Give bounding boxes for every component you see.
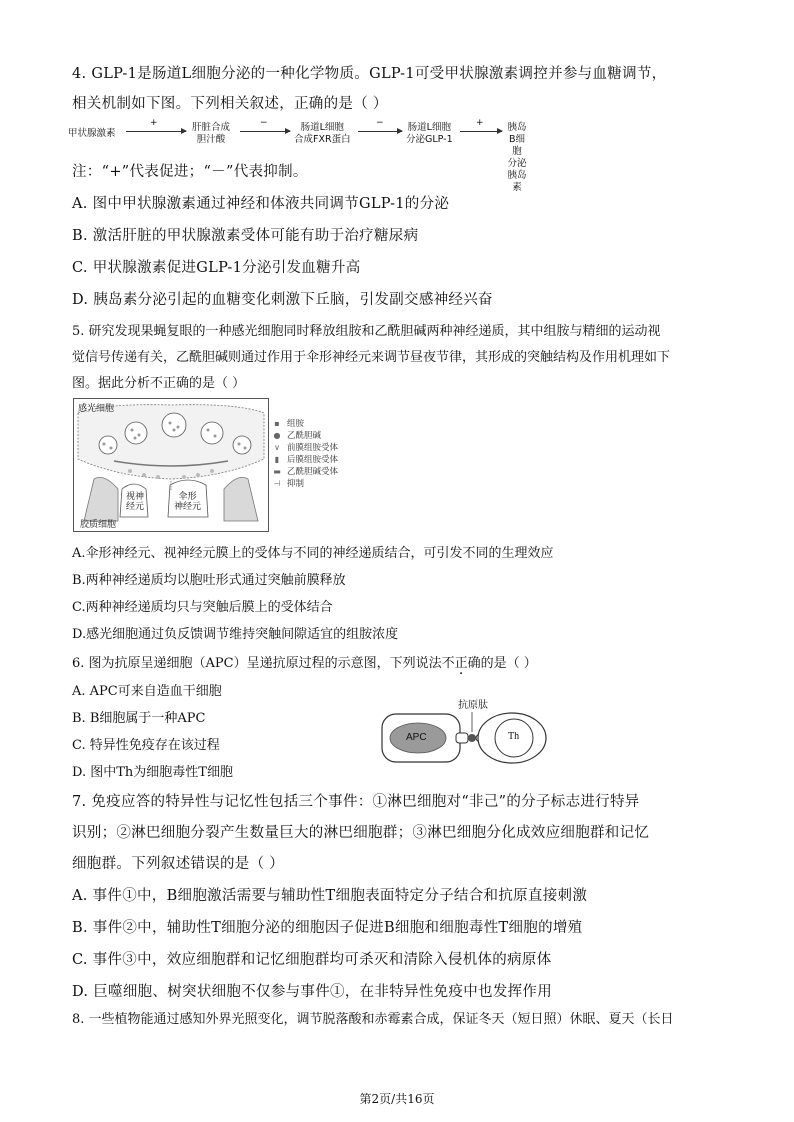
flow-node-liver-l1: 肝脏合成 xyxy=(192,122,231,133)
legend-ach-receptor xyxy=(272,466,338,478)
legend-inhibit xyxy=(272,478,338,490)
q6-stem-post: 的是（ ） xyxy=(480,656,537,671)
flow-node-liver-l2: 胆汁酸 xyxy=(196,134,226,145)
q7-option-d: D. 巨噬细胞、树突状细胞不仅参与事件①，在非特异性免疫中也发挥作用 xyxy=(72,984,553,1000)
q6-apc-figure xyxy=(380,700,550,766)
q4-option-a: A. 图中甲状腺激素通过神经和体液共同调节GLP-1的分泌 xyxy=(72,196,450,212)
flow-sign-2: − xyxy=(260,118,268,128)
flow-node-glp1 xyxy=(406,122,453,146)
page-number: 第2页/共16页 xyxy=(359,1092,435,1106)
flow-node-insulin xyxy=(506,122,528,194)
inhibit-arrow-icon: ⊣ xyxy=(273,479,281,488)
fig6-peptide-label: 抗原肽 xyxy=(458,700,488,711)
flow-node-liver xyxy=(192,122,230,146)
flow-node-thyroid: 甲状腺激素 xyxy=(68,128,116,139)
q5-option-a: A.伞形神经元、视神经元膜上的受体与不同的神经递质结合，可引发不同的生理效应 xyxy=(72,546,554,561)
flow-node-glp1-l1: 肠道L细胞 xyxy=(407,122,451,133)
fig5-umbrella-neuron-l2: 神经元 xyxy=(174,502,202,512)
fig5-umbrella-neuron-l1: 伞形 xyxy=(178,492,197,502)
receptor-block-icon: ▬ xyxy=(273,467,281,476)
legend-ach-receptor-text: 乙酰胆碱受体 xyxy=(287,467,339,477)
flow-node-glp1-l2: 分泌GLP-1 xyxy=(406,134,453,145)
q4-note: 注：“+”代表促进；“－”代表抑制。 xyxy=(72,164,308,180)
flow-node-insulin-l1: 胰岛B细胞 xyxy=(507,122,527,157)
receptor-v-icon: ∨ xyxy=(274,443,280,452)
q7-stem-line2: 识别；②淋巴细胞分裂产生数量巨大的淋巴细胞群；③淋巴细胞分化成效应细胞群和记忆 xyxy=(72,825,650,841)
legend-inhibit-text: 抑制 xyxy=(287,479,305,489)
flow-node-fxr-l1: 肠道L细胞 xyxy=(300,122,344,133)
q6-option-c: C. 特异性免疫存在该过程 xyxy=(72,738,220,753)
fig6-apc-label: APC xyxy=(406,732,427,743)
q7-stem-line3: 细胞群。下列叙述错误的是（ ） xyxy=(72,856,285,872)
q5-option-c: C.两种神经递质均只与突触后膜上的受体结合 xyxy=(72,600,333,615)
flow-arrow-3 xyxy=(358,131,402,132)
flow-node-fxr xyxy=(294,122,351,146)
q5-option-d: D.感光细胞通过负反馈调节维持突触间隙适宜的组胺浓度 xyxy=(72,627,399,642)
legend-post-receptor xyxy=(272,454,338,466)
legend-pre-receptor xyxy=(272,442,338,454)
q5-option-b: B.两种神经递质均以胞吐形式通过突触前膜释放 xyxy=(72,573,346,588)
flow-node-fxr-l2: 合成FXR蛋白 xyxy=(294,134,351,145)
q6-stem-emphasis: 不正确 xyxy=(441,656,481,671)
flow-arrow-2 xyxy=(240,131,290,132)
q6-stem xyxy=(72,652,537,671)
fig6-th-label: Th xyxy=(508,731,520,742)
legend-acetylcholine xyxy=(272,430,338,442)
q5-stem-line3: 图。据此分析不正确的是（ ） xyxy=(72,376,246,391)
legend-histamine-text: 组胺 xyxy=(287,419,305,429)
q6-option-a: A. APC可来自造血干细胞 xyxy=(72,684,222,699)
q6-stem-pre: 6. 图为抗原呈递细胞（APC）呈递抗原过程的示意图，下列说法 xyxy=(72,656,442,671)
legend-post-receptor-text: 后膜组胺受体 xyxy=(287,455,339,465)
q4-stem-line1: 4. GLP-1是肠道L细胞分泌的一种化学物质。GLP-1可受甲状腺激素调控并参与血糖调节， xyxy=(72,66,667,82)
fig5-umbrella-neuron-label xyxy=(174,492,201,512)
fig5-glia-label: 胶质细胞 xyxy=(80,520,117,530)
synapse-illustration xyxy=(74,399,268,531)
legend-pre-receptor-text: 前膜组胺受体 xyxy=(287,443,339,453)
flow-sign-1: + xyxy=(150,118,158,128)
q4-option-c: C. 甲状腺激素促进GLP-1分泌引发血糖升高 xyxy=(72,260,361,276)
fig5-optic-neuron-l2: 经元 xyxy=(126,502,145,512)
fig5-optic-neuron-label xyxy=(126,492,144,512)
dot-icon: ▪ xyxy=(274,419,280,428)
q5-synapse-figure xyxy=(73,398,269,532)
flow-node-insulin-l2: 分泌胰岛素 xyxy=(507,158,527,193)
legend-histamine xyxy=(272,418,338,430)
flow-arrow-4 xyxy=(460,131,502,132)
q6-option-d: D. 图中Th为细胞毒性T细胞 xyxy=(72,765,233,780)
fig5-optic-neuron-l1: 视神 xyxy=(126,492,145,502)
q4-stem-line2: 相关机制如下图。下列相关叙述，正确的是（ ） xyxy=(72,96,388,112)
flow-arrow-1 xyxy=(126,131,186,132)
q4-option-d: D. 胰岛素分泌引起的血糖变化刺激下丘脑，引发副交感神经兴奋 xyxy=(72,292,493,308)
q6-option-b: B. B细胞属于一种APC xyxy=(72,711,206,726)
q5-figure-legend xyxy=(272,418,338,490)
flow-sign-3: − xyxy=(376,118,384,128)
fig5-photoreceptor-label: 感光细胞 xyxy=(78,404,115,414)
legend-acetylcholine-text: 乙酰胆碱 xyxy=(287,431,322,441)
q7-option-b: B. 事件②中，辅助性T细胞分泌的细胞因子促进B细胞和细胞毒性T细胞的增殖 xyxy=(72,920,583,936)
q5-stem-line1: 5. 研究发现果蝇复眼的一种感光细胞同时释放组胺和乙酰胆碱两种神经递质，其中组胺与精细的运动视 xyxy=(72,324,661,339)
q8-stem-line1: 8. 一些植物能通过感知外界光照变化，调节脱落酸和赤霉素合成，保证冬天（短日照）休眠、夏天（长日 xyxy=(72,1012,674,1027)
q7-option-a: A. 事件①中，B细胞激活需要与辅助性T细胞表面特定分子结合和抗原直接刺激 xyxy=(72,888,588,904)
dot-icon: ● xyxy=(273,431,281,440)
q7-option-c: C. 事件③中，效应细胞群和记忆细胞群均可杀灭和清除入侵机体的病原体 xyxy=(72,952,552,968)
receptor-u-icon: ▮ xyxy=(274,455,280,464)
q5-stem-line2: 觉信号传递有关，乙酰胆碱则通过作用于伞形神经元来调节昼夜节律，其形成的突触结构及作用机理如下 xyxy=(72,350,671,365)
flow-sign-4: + xyxy=(476,118,484,128)
q4-option-b: B. 激活肝脏的甲状腺激素受体可能有助于治疗糖尿病 xyxy=(72,228,419,244)
q7-stem-line1: 7. 免疫应答的特异性与记忆性包括三个事件：①淋巴细胞对“非己”的分子标志进行特异 xyxy=(72,794,640,810)
